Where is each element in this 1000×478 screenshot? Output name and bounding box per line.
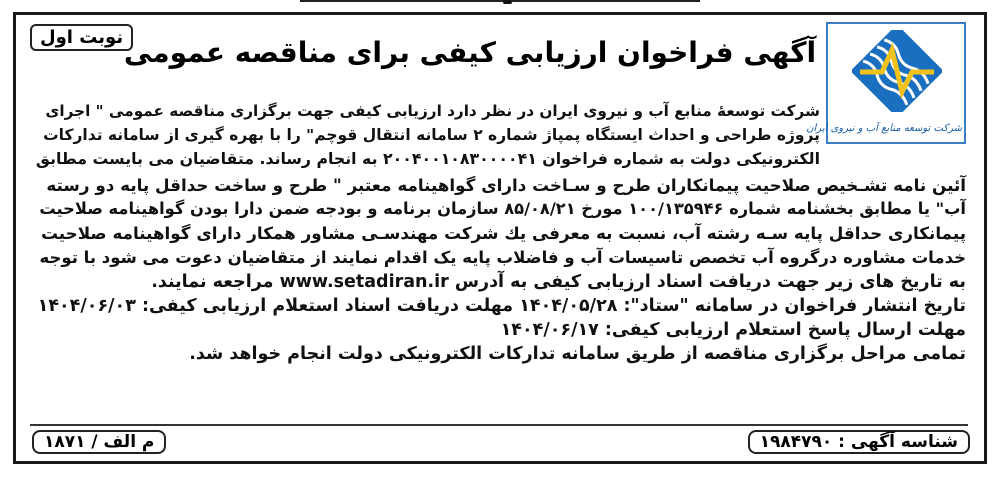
ref-number-badge: م الف / ۱۸۷۱ — [32, 430, 166, 454]
company-logo — [806, 22, 966, 144]
ad-body-top — [34, 99, 820, 172]
body-line: پروژه طراحی و احداث ایستگاه پمپاژ شماره ۲ سامانه انتقال قوچم" را با بهره گیری از سامانه تدارکات — [43, 126, 820, 145]
water-power-logo-icon — [852, 30, 942, 112]
body-line: تاریخ انتشار فراخوان در سامانه "ستاد": ۱۴۰۴/۰۵/۲۸ مهلت دریافت اسناد استعلام ارزیابی کیفی: ۱۴۰۴/۰۶/۰۳ — [37, 296, 966, 317]
logo-caption: شرکت توسعه منابع آب و نیروی ایران — [806, 123, 962, 134]
ad-title: آگهی فراخوان ارزیابی کیفی برای مناقصه عمومی — [123, 36, 817, 69]
top-rule-left — [300, 0, 505, 2]
top-rule-right — [512, 0, 700, 2]
ad-code-badge: شناسه آگهی : ۱۹۸۴۷۹۰ — [748, 430, 970, 454]
body-line: آب" یا مطابق بخشنامه شماره ۱۰۰/۱۳۵۹۴۶ مورخ ۸۵/۰۸/۲۱ سازمان برنامه و بودجه ضمن دارا بودن گواهینامه صلاحیت — [39, 199, 966, 219]
body-line: تمامی مراحل برگزاری مناقصه از طریق سامانه تدارکات الکترونیکی دولت انجام خواهد شد. — [189, 344, 966, 365]
body-line: الکترونیکی دولت به شماره فراخوان ۲۰۰۴۰۰۱۰۸۳۰۰۰۰۴۱ به انجام رساند. متقاضیان می بایست مطابق — [35, 149, 820, 169]
body-line: شرکت توسعهٔ منابع آب و نیروی ایران در نظر دارد ارزیابی کیفی جهت برگزاری مناقصه عمومی " اجرای — [45, 102, 820, 120]
top-rule-dot — [503, 0, 512, 4]
body-line: پیمانکاری حداقل پایه سـه رشته آب، نسبت به معرفی یك شرکت مهندسـی مشاور همکار دارای گواهینامه صلاحیت — [41, 223, 966, 244]
round-badge: نوبت اول — [30, 24, 133, 51]
footer-divider — [30, 424, 968, 426]
top-rule — [0, 0, 1000, 4]
body-line: به تاریخ های زیر جهت دریافت اسناد ارزیابی کیفی به آدرس www.setadiran.ir مراجعه نمایند. — [151, 271, 966, 292]
body-line: آئین نامه تشـخیص صلاحیت پیمانکاران طرح و سـاخت دارای گواهینامه معتبر " طرح و ساخت حداقل پایه دو رسته — [46, 175, 966, 195]
ad-body-main — [34, 173, 966, 367]
body-line: خدمات مشاوره درگروه آب تخصص تاسیسات آب و فاضلاب پایه یک اقدام نمایند از متقاضیان دعوت می شود با توجه — [39, 247, 966, 267]
body-line: مهلت ارسال پاسخ استعلام ارزیابی کیفی: ۱۴۰۴/۰۶/۱۷ — [500, 320, 966, 341]
